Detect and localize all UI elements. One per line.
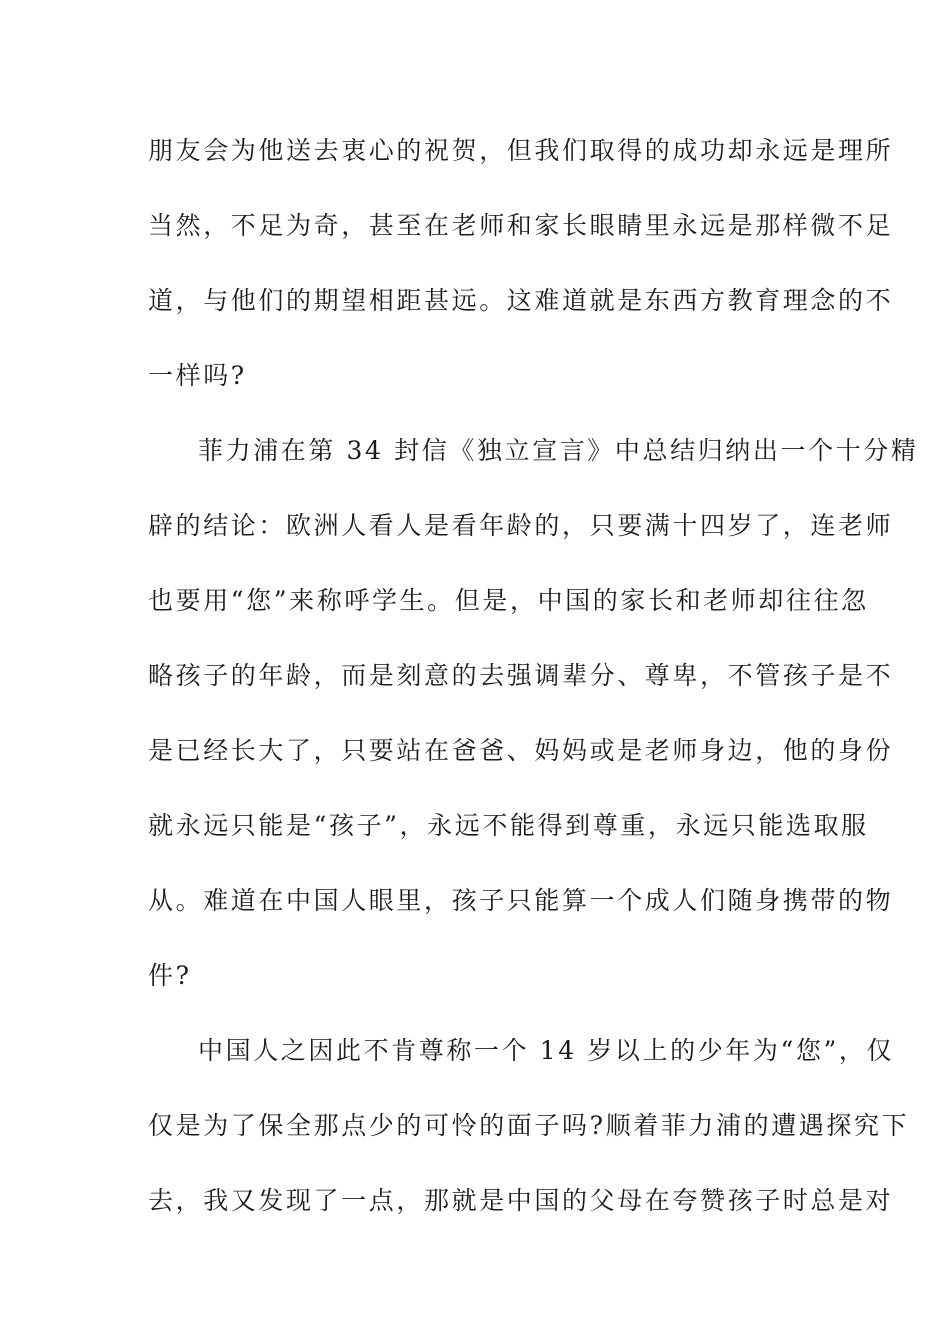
text-line: 略孩子的年龄，而是刻意的去强调辈分、尊卑，不管孩子是不	[148, 661, 894, 690]
text-line: 就永远只能是“孩子”，永远不能得到尊重，永远只能选取服	[148, 811, 869, 840]
text-line: 朋友会为他送去衷心的祝贺，但我们取得的成功却永远是理所	[148, 136, 894, 165]
text-line: 当然，不足为奇，甚至在老师和家长眼睛里永远是那样微不足	[148, 211, 894, 240]
text-line: 仅是为了保全那点少的可怜的面子吗?顺着菲力浦的遭遇探究下	[148, 1111, 910, 1140]
text-line: 辟的结论：欧洲人看人是看年龄的，只要满十四岁了，连老师	[148, 511, 894, 540]
text-line: 道，与他们的期望相距甚远。这难道就是东西方教育理念的不	[148, 286, 894, 315]
text-line: 去，我又发现了一点，那就是中国的父母在夸赞孩子时总是对	[148, 1186, 894, 1215]
text-line: 也要用“您”来称呼学生。但是，中国的家长和老师却往往忽	[148, 586, 869, 615]
text-line: 是已经长大了，只要站在爸爸、妈妈或是老师身边，他的身份	[148, 736, 894, 765]
text-line: 从。难道在中国人眼里，孩子只能算一个成人们随身携带的物	[148, 886, 894, 915]
paragraph-first-line: 菲力浦在第 34 封信《独立宣言》中总结归纳出一个十分精	[198, 436, 919, 465]
text-line: 一样吗?	[148, 361, 247, 390]
paragraph-first-line: 中国人之因此不肯尊称一个 14 岁以上的少年为“您”，仅	[198, 1036, 895, 1065]
text-line: 件?	[148, 961, 192, 990]
